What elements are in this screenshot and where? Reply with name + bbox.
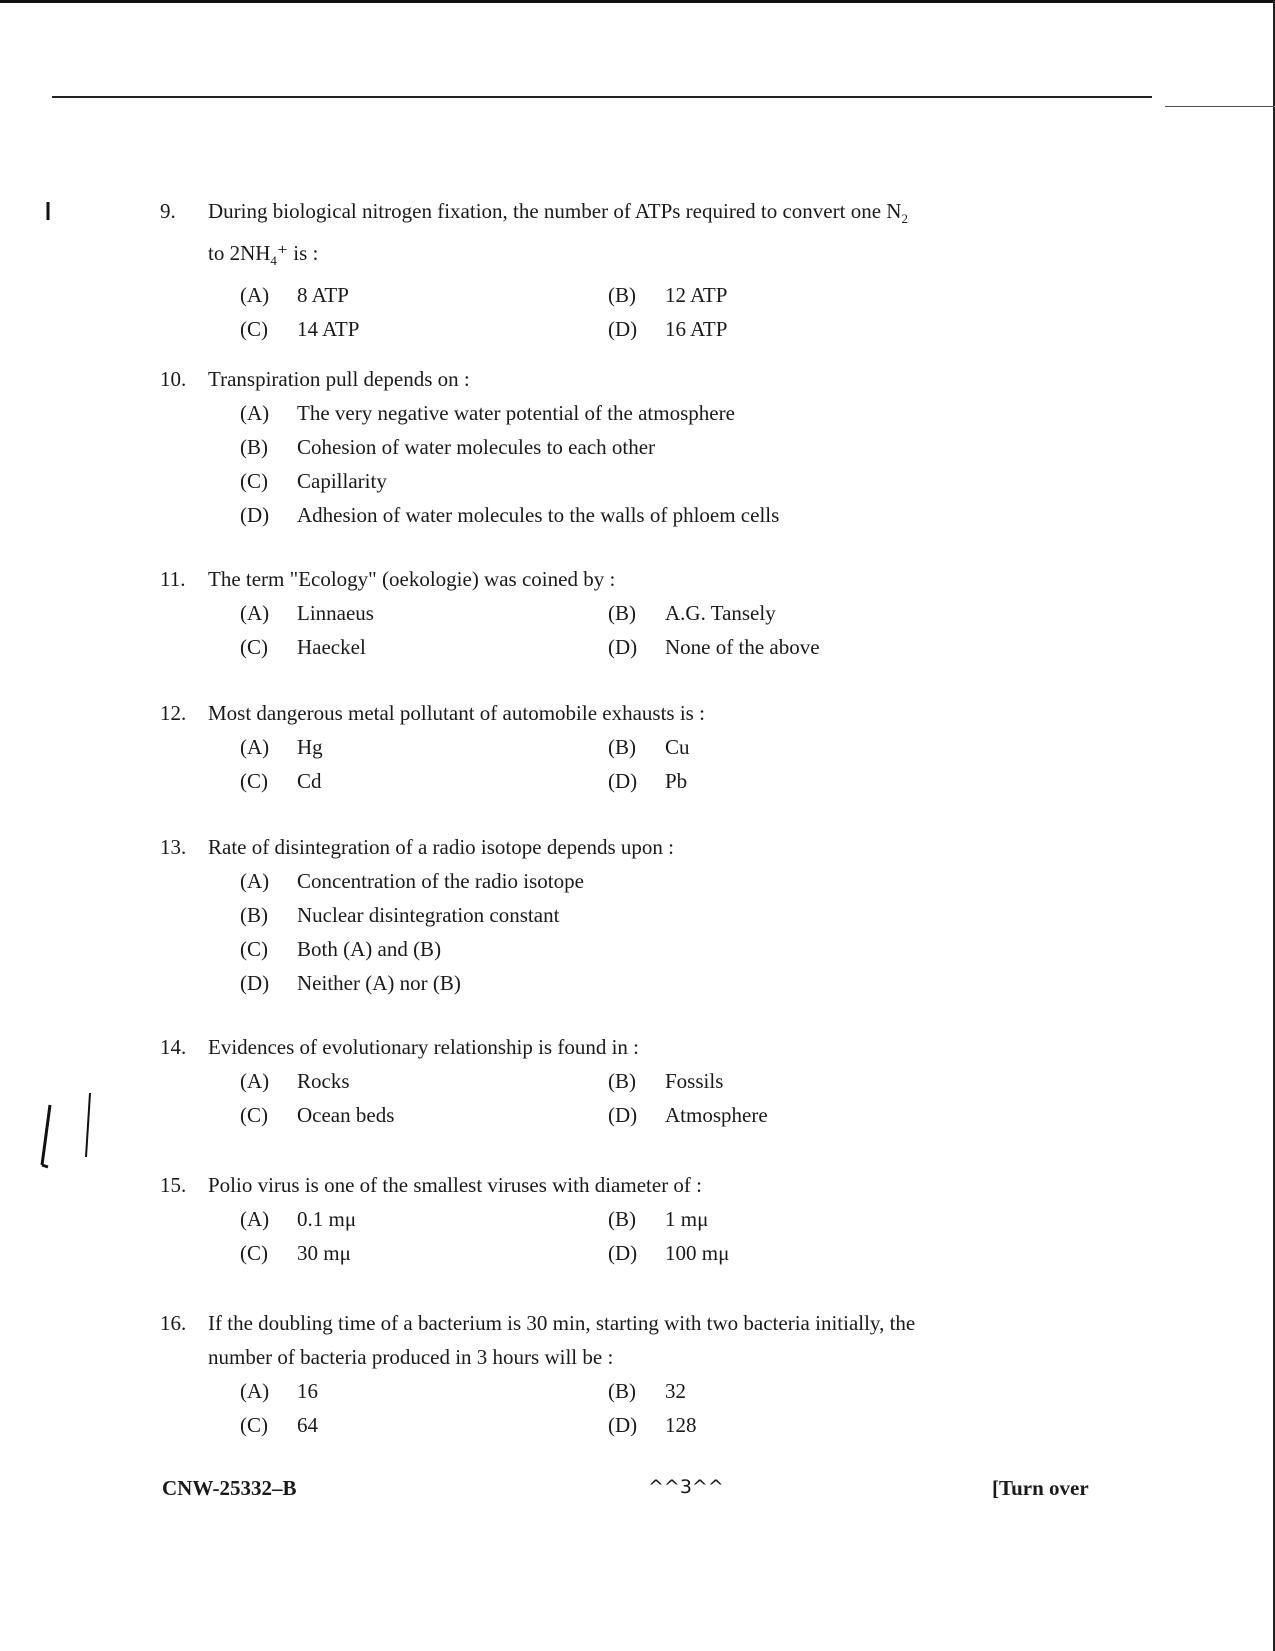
question-16	[160, 1306, 1000, 1442]
option-text: A.G. Tansely	[665, 601, 776, 625]
question-9	[160, 194, 1000, 346]
paper-code: CNW-25332–B	[162, 1476, 297, 1500]
page-top-edge	[0, 0, 1275, 3]
option-text: 12 ATP	[665, 283, 728, 308]
question-11	[160, 562, 1000, 664]
option-d	[608, 1408, 976, 1442]
option-c	[240, 630, 608, 664]
option-text: Cohesion of water molecules to each other	[297, 435, 656, 459]
option-label: (A)	[240, 869, 270, 893]
question-number: 10.	[160, 367, 187, 391]
question-text: Rate of disintegration of a radio isotope depends upon :	[208, 835, 674, 859]
option-text: Pb	[665, 769, 688, 793]
option-text: Concentration of the radio isotope	[297, 869, 584, 893]
header-rule-tail	[1165, 106, 1275, 107]
question-number: 14.	[160, 1035, 187, 1059]
option-d	[608, 764, 976, 798]
option-label: (B)	[240, 903, 268, 927]
option-d	[608, 1236, 976, 1270]
option-text: 16 ATP	[665, 317, 728, 342]
question-text-part: to 2NH	[208, 241, 271, 266]
option-label: (A)	[240, 401, 270, 425]
options	[240, 278, 1000, 346]
options	[240, 1064, 1000, 1132]
turn-over-note: [Turn over	[992, 1476, 1089, 1500]
question-text: Polio virus is one of the smallest viruses with diameter of :	[208, 1173, 703, 1197]
option-text: Nuclear disintegration constant	[297, 903, 560, 927]
option-label: (A)	[240, 1069, 270, 1093]
option-c	[240, 1408, 608, 1442]
option-label: (C)	[240, 769, 268, 793]
question-13	[160, 830, 1000, 1000]
question-number: 12.	[160, 701, 187, 725]
option-label: (C)	[240, 937, 268, 961]
option-label: (D)	[608, 769, 638, 793]
option-c	[240, 312, 608, 346]
question-text: Transpiration pull depends on :	[208, 367, 470, 391]
question-text	[208, 194, 1000, 236]
options	[240, 1374, 1000, 1442]
option-label: (A)	[240, 1207, 270, 1231]
option-d	[608, 1098, 976, 1132]
option-label: (C)	[240, 1413, 268, 1437]
options	[240, 596, 1000, 664]
question-text: The term "Ecology" (oekologie) was coined by :	[208, 567, 616, 591]
option-a	[240, 596, 608, 630]
option-label: (D)	[608, 1103, 638, 1127]
question-number: 16.	[160, 1311, 187, 1335]
option-text: 14 ATP	[297, 317, 360, 342]
option-label: (C)	[240, 635, 268, 659]
question-number: 11.	[160, 567, 186, 591]
option-a	[240, 1202, 608, 1236]
option-label: (B)	[608, 283, 636, 308]
option-c	[240, 764, 608, 798]
question-number: 15.	[160, 1173, 187, 1197]
option-b	[240, 898, 1000, 932]
option-c	[240, 464, 1000, 498]
option-a	[240, 730, 608, 764]
question-12	[160, 696, 1000, 798]
question-10	[160, 362, 1000, 532]
option-label: (B)	[608, 1207, 636, 1231]
option-text: 30 mμ	[297, 1241, 351, 1265]
option-text: 1 mμ	[665, 1207, 709, 1231]
option-label: (C)	[240, 1103, 268, 1127]
option-text: The very negative water potential of the atmosphere	[297, 401, 735, 425]
question-number: 13.	[160, 835, 187, 859]
option-label: (C)	[240, 1241, 268, 1265]
option-a	[240, 278, 608, 312]
option-b	[608, 1064, 976, 1098]
option-label: (B)	[608, 1379, 636, 1403]
option-b	[608, 730, 976, 764]
subscript: 4	[270, 253, 277, 269]
option-text: Linnaeus	[297, 601, 374, 625]
option-text: 8 ATP	[297, 283, 349, 308]
question-text-part: During biological nitrogen fixation, the number of ATPs required to convert one N	[208, 199, 902, 223]
question-text: Evidences of evolutionary relationship is found in :	[208, 1035, 639, 1059]
option-label: (A)	[240, 735, 270, 759]
question-text-part: ⁺ is :	[276, 241, 319, 266]
option-d	[608, 630, 976, 664]
option-d	[608, 312, 976, 346]
option-d	[240, 498, 1000, 532]
option-b	[608, 1374, 976, 1408]
option-text: 16	[297, 1379, 318, 1403]
option-text: 100 mμ	[665, 1241, 730, 1265]
option-a	[240, 1374, 608, 1408]
option-text: Adhesion of water molecules to the walls of phloem cells	[297, 503, 780, 527]
option-label: (C)	[240, 469, 268, 493]
option-label: (A)	[240, 601, 270, 625]
options	[240, 1202, 1000, 1270]
margin-scribble-icon	[28, 1085, 108, 1185]
option-label: (D)	[608, 317, 638, 342]
option-label: (B)	[608, 601, 636, 625]
question-text: Most dangerous metal pollutant of automobile exhausts is :	[208, 701, 705, 725]
question-14	[160, 1030, 1000, 1132]
option-text: Rocks	[297, 1069, 350, 1093]
option-b	[608, 278, 976, 312]
margin-tick-icon	[44, 200, 52, 222]
option-label: (A)	[240, 1379, 270, 1403]
option-b	[608, 1202, 976, 1236]
option-text: 32	[665, 1379, 686, 1403]
option-text: Atmosphere	[665, 1103, 768, 1127]
options	[240, 864, 1000, 1000]
option-a	[240, 1064, 608, 1098]
option-text: 64	[297, 1413, 318, 1437]
option-text: Ocean beds	[297, 1103, 395, 1127]
question-text: If the doubling time of a bacterium is 30 min, starting with two bacteria initially, the	[208, 1311, 916, 1335]
option-a	[240, 396, 1000, 430]
option-b	[240, 430, 1000, 464]
option-c	[240, 932, 1000, 966]
options	[240, 396, 1000, 532]
option-label: (D)	[608, 1413, 638, 1437]
option-text: Fossils	[665, 1069, 724, 1093]
options	[240, 730, 1000, 798]
option-d	[240, 966, 1000, 1000]
option-label: (B)	[608, 735, 636, 759]
subscript: 2	[901, 211, 908, 227]
option-label: (D)	[608, 1241, 638, 1265]
question-15	[160, 1168, 1000, 1270]
question-text-line2	[208, 236, 1000, 278]
option-text: None of the above	[665, 635, 820, 659]
header-rule	[52, 96, 1152, 98]
option-text: Both (A) and (B)	[297, 937, 442, 961]
option-label: (D)	[240, 503, 270, 527]
option-text: 0.1 mμ	[297, 1207, 357, 1231]
question-number: 9.	[160, 199, 176, 223]
option-label: (A)	[240, 283, 270, 308]
option-label: (D)	[240, 971, 270, 995]
option-text: Cu	[665, 735, 690, 759]
option-text: 128	[665, 1413, 697, 1437]
option-label: (C)	[240, 317, 268, 342]
option-label: (B)	[240, 435, 268, 459]
option-a	[240, 864, 1000, 898]
option-c	[240, 1236, 608, 1270]
option-label: (D)	[608, 635, 638, 659]
option-c	[240, 1098, 608, 1132]
option-text: Neither (A) nor (B)	[297, 971, 461, 995]
option-b	[608, 596, 976, 630]
option-text: Haeckel	[297, 635, 366, 659]
option-text: Cd	[297, 769, 322, 793]
option-text: Capillarity	[297, 469, 387, 493]
option-text: Hg	[297, 735, 323, 759]
option-label: (B)	[608, 1069, 636, 1093]
question-text-line2: number of bacteria produced in 3 hours will be :	[208, 1345, 614, 1369]
page-number: ^^3^^	[648, 1476, 724, 1498]
